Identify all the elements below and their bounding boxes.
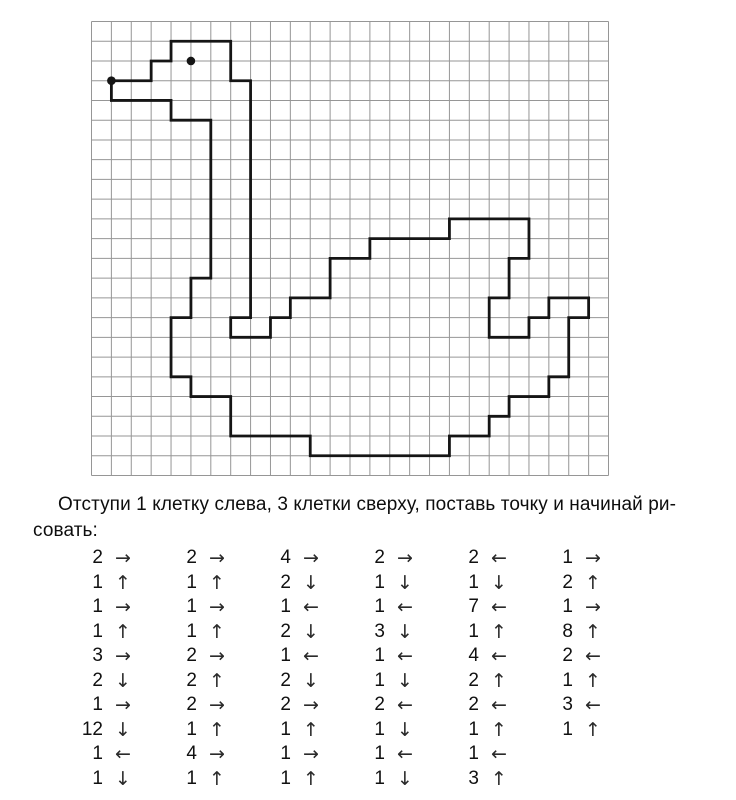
direction-step [349, 546, 443, 571]
step-arrow-icon: ← [303, 596, 319, 619]
step-count: 1 [374, 645, 385, 667]
step-arrow-icon: → [209, 547, 225, 570]
step-count: 2 [562, 571, 573, 593]
step-count: 1 [562, 669, 573, 691]
direction-step [255, 644, 349, 669]
step-count: 2 [468, 669, 479, 691]
step-arrow-icon: ← [397, 596, 413, 619]
direction-column-2 [161, 546, 255, 791]
step-count: 1 [186, 718, 197, 740]
direction-step [255, 595, 349, 620]
step-count: 1 [562, 718, 573, 740]
step-arrow-icon: ↑ [209, 620, 225, 643]
step-arrow-icon: ← [491, 547, 507, 570]
eye-dot [187, 57, 196, 66]
step-count: 3 [92, 645, 103, 667]
direction-step [537, 644, 631, 669]
step-count: 1 [374, 669, 385, 691]
step-count: 1 [92, 694, 103, 716]
step-arrow-icon: ↑ [115, 571, 131, 594]
step-count: 1 [468, 718, 479, 740]
step-count: 1 [374, 743, 385, 765]
direction-step [349, 669, 443, 694]
step-arrow-icon: ↑ [115, 620, 131, 643]
direction-step [67, 620, 161, 645]
step-count: 1 [280, 596, 291, 618]
step-count: 2 [374, 547, 385, 569]
direction-step [443, 718, 537, 743]
step-count: 3 [468, 767, 479, 789]
step-count: 4 [186, 743, 197, 765]
step-count: 1 [562, 596, 573, 618]
step-arrow-icon: → [397, 547, 413, 570]
step-count: 1 [468, 743, 479, 765]
step-arrow-icon: ↑ [209, 767, 225, 790]
step-count: 1 [280, 718, 291, 740]
step-arrow-icon: → [209, 596, 225, 619]
direction-step [537, 669, 631, 694]
instruction-line-1: Отступи 1 клетку слева, 3 клетки сверху, поставь точку и начинай ри- [58, 494, 677, 515]
direction-step [443, 767, 537, 792]
step-count: 1 [92, 596, 103, 618]
swan-grid-drawing [91, 21, 609, 476]
direction-step [349, 718, 443, 743]
direction-step [67, 644, 161, 669]
step-count: 1 [468, 571, 479, 593]
direction-step [443, 669, 537, 694]
step-arrow-icon: ↑ [491, 718, 507, 741]
direction-table [67, 546, 631, 791]
direction-step [537, 718, 631, 743]
step-count: 12 [81, 718, 103, 740]
step-count: 2 [468, 694, 479, 716]
direction-step [443, 644, 537, 669]
direction-step [255, 767, 349, 792]
direction-step [161, 718, 255, 743]
step-arrow-icon: → [209, 743, 225, 766]
direction-step [161, 620, 255, 645]
direction-step [349, 742, 443, 767]
step-arrow-icon: ↓ [397, 669, 413, 692]
direction-step [161, 742, 255, 767]
step-arrow-icon: ← [397, 743, 413, 766]
direction-step [67, 546, 161, 571]
step-arrow-icon: → [209, 645, 225, 668]
step-arrow-icon: ↓ [397, 620, 413, 643]
step-count: 8 [562, 620, 573, 642]
direction-step [537, 595, 631, 620]
step-count: 2 [186, 694, 197, 716]
step-count: 1 [92, 620, 103, 642]
step-count: 2 [280, 694, 291, 716]
step-count: 1 [468, 620, 479, 642]
direction-step [161, 595, 255, 620]
direction-step [161, 669, 255, 694]
direction-step [67, 595, 161, 620]
direction-step [255, 669, 349, 694]
step-count: 1 [280, 743, 291, 765]
direction-step [349, 693, 443, 718]
step-arrow-icon: ← [585, 645, 601, 668]
step-arrow-icon: ← [491, 694, 507, 717]
step-count: 1 [186, 620, 197, 642]
direction-step [537, 693, 631, 718]
direction-step [443, 595, 537, 620]
direction-column-1 [67, 546, 161, 791]
step-arrow-icon: → [209, 694, 225, 717]
step-arrow-icon: ↑ [585, 718, 601, 741]
step-arrow-icon: → [115, 645, 131, 668]
direction-step [67, 767, 161, 792]
step-count: 2 [92, 669, 103, 691]
step-count: 2 [186, 669, 197, 691]
step-arrow-icon: ↓ [115, 718, 131, 741]
instruction-text [33, 492, 709, 544]
step-arrow-icon: ↓ [303, 571, 319, 594]
direction-step [161, 644, 255, 669]
direction-step [255, 742, 349, 767]
direction-step [161, 546, 255, 571]
step-count: 1 [562, 547, 573, 569]
direction-step [443, 620, 537, 645]
direction-step [349, 644, 443, 669]
direction-step [67, 718, 161, 743]
step-arrow-icon: → [303, 547, 319, 570]
step-arrow-icon: ↑ [209, 571, 225, 594]
step-arrow-icon: → [585, 596, 601, 619]
step-count: 2 [280, 620, 291, 642]
step-arrow-icon: ← [491, 645, 507, 668]
step-count: 1 [280, 645, 291, 667]
step-count: 1 [186, 571, 197, 593]
step-arrow-icon: ↓ [115, 767, 131, 790]
direction-column-5 [443, 546, 537, 791]
direction-step [161, 767, 255, 792]
direction-column-4 [349, 546, 443, 791]
step-count: 2 [280, 669, 291, 691]
direction-step [255, 546, 349, 571]
step-count: 2 [186, 645, 197, 667]
step-arrow-icon: ↓ [491, 571, 507, 594]
step-count: 1 [92, 743, 103, 765]
step-count: 3 [562, 694, 573, 716]
step-count: 3 [374, 620, 385, 642]
step-arrow-icon: ↓ [397, 571, 413, 594]
step-count: 1 [374, 718, 385, 740]
step-count: 2 [562, 645, 573, 667]
instruction-line-2: совать: [33, 520, 98, 541]
direction-step [443, 571, 537, 596]
step-count: 2 [186, 547, 197, 569]
direction-step [443, 693, 537, 718]
step-arrow-icon: ↓ [115, 669, 131, 692]
step-arrow-icon: → [303, 743, 319, 766]
step-arrow-icon: ↑ [209, 718, 225, 741]
step-count: 2 [280, 571, 291, 593]
step-arrow-icon: ↑ [491, 669, 507, 692]
step-arrow-icon: ← [491, 596, 507, 619]
grid-lines [91, 22, 608, 476]
direction-step [349, 767, 443, 792]
direction-step [349, 571, 443, 596]
step-arrow-icon: ↑ [491, 620, 507, 643]
step-arrow-icon: ↑ [585, 620, 601, 643]
step-arrow-icon: → [115, 694, 131, 717]
step-count: 4 [468, 645, 479, 667]
step-arrow-icon: ↓ [397, 718, 413, 741]
direction-step [443, 546, 537, 571]
direction-step [349, 595, 443, 620]
step-arrow-icon: ← [303, 645, 319, 668]
direction-step [349, 620, 443, 645]
step-arrow-icon: ← [491, 743, 507, 766]
direction-step [537, 620, 631, 645]
step-arrow-icon: ↑ [491, 767, 507, 790]
step-count: 1 [280, 767, 291, 789]
step-arrow-icon: ↑ [585, 571, 601, 594]
direction-step [67, 669, 161, 694]
step-arrow-icon: ← [397, 694, 413, 717]
step-count: 1 [374, 571, 385, 593]
step-arrow-icon: ↑ [303, 767, 319, 790]
direction-step [67, 742, 161, 767]
direction-step [67, 693, 161, 718]
step-arrow-icon: ← [397, 645, 413, 668]
step-arrow-icon: ↓ [303, 669, 319, 692]
direction-step [537, 546, 631, 571]
step-arrow-icon: ↑ [209, 669, 225, 692]
step-arrow-icon: → [115, 596, 131, 619]
step-count: 1 [92, 767, 103, 789]
step-count: 1 [374, 596, 385, 618]
step-arrow-icon: → [303, 694, 319, 717]
step-arrow-icon: ↓ [303, 620, 319, 643]
step-arrow-icon: ↓ [397, 767, 413, 790]
step-count: 1 [186, 767, 197, 789]
direction-step [255, 571, 349, 596]
step-arrow-icon: ← [115, 743, 131, 766]
step-count: 2 [468, 547, 479, 569]
direction-step [161, 693, 255, 718]
step-arrow-icon: ← [585, 694, 601, 717]
direction-step [161, 571, 255, 596]
step-count: 1 [92, 571, 103, 593]
direction-step [255, 718, 349, 743]
step-arrow-icon: → [115, 547, 131, 570]
direction-step [255, 620, 349, 645]
direction-step [67, 571, 161, 596]
step-count: 2 [92, 547, 103, 569]
direction-step [537, 571, 631, 596]
step-count: 2 [374, 694, 385, 716]
step-arrow-icon: → [585, 547, 601, 570]
step-arrow-icon: ↑ [303, 718, 319, 741]
step-count: 1 [374, 767, 385, 789]
direction-column-6 [537, 546, 631, 791]
step-count: 1 [186, 596, 197, 618]
step-arrow-icon: ↑ [585, 669, 601, 692]
step-count: 7 [468, 596, 479, 618]
direction-step [255, 693, 349, 718]
step-count: 4 [280, 547, 291, 569]
start-dot [107, 76, 116, 85]
direction-step [443, 742, 537, 767]
direction-column-3 [255, 546, 349, 791]
